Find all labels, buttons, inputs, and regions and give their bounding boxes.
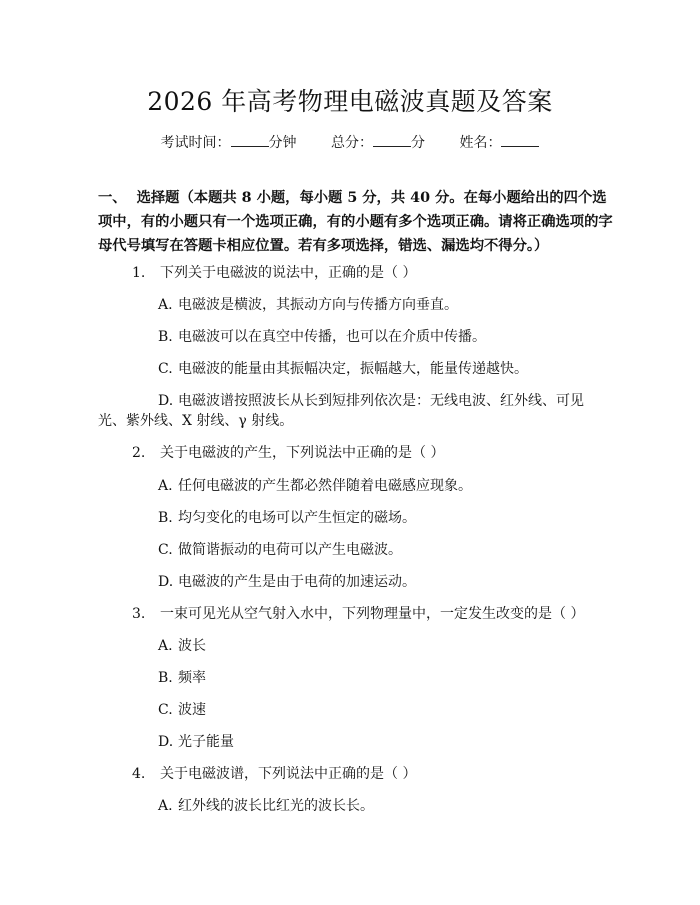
time-label: 考试时间：	[160, 135, 231, 151]
option-label: D.	[158, 393, 174, 409]
question	[132, 604, 584, 624]
question-number: 1.	[132, 265, 146, 281]
section-heading	[98, 186, 618, 258]
question-text: 下列关于电磁波的说法中，正确的是（ ）	[160, 265, 417, 281]
option-text: 电磁波可以在真空中传播，也可以在介质中传播。	[178, 329, 486, 345]
question	[132, 263, 416, 283]
option-label: C.	[158, 702, 173, 718]
option-text: 均匀变化的电场可以产生恒定的磁场。	[178, 510, 416, 526]
time-unit: 分钟	[268, 135, 297, 151]
option	[158, 796, 374, 816]
option-text: 光子能量	[178, 734, 234, 750]
option-label: B.	[158, 329, 173, 345]
option-label: C.	[158, 542, 173, 558]
option	[158, 476, 472, 496]
option	[158, 359, 528, 379]
option-text: 电磁波是横波，其振动方向与传播方向垂直。	[178, 297, 458, 313]
option-text: 频率	[178, 670, 206, 686]
option	[158, 391, 584, 411]
option	[158, 327, 486, 347]
time-blank	[231, 134, 269, 147]
option-label: B.	[158, 670, 173, 686]
question-text: 关于电磁波谱，下列说法中正确的是（ ）	[160, 766, 417, 782]
option-label: A.	[158, 798, 173, 814]
name-blank	[501, 134, 539, 147]
option	[158, 540, 402, 560]
option	[158, 668, 206, 688]
exam-info-line	[0, 132, 700, 152]
question-number: 2.	[132, 445, 146, 461]
option-text: 电磁波的能量由其振幅决定，振幅越大，能量传递越快。	[178, 361, 528, 377]
student-name	[459, 135, 539, 151]
option	[158, 636, 206, 656]
page-title: 2026 年高考物理电磁波真题及答案	[147, 87, 553, 116]
option-text: 波长	[178, 638, 206, 654]
question-text: 关于电磁波的产生，下列说法中正确的是（ ）	[160, 445, 445, 461]
score-blank	[373, 134, 411, 147]
question-text: 一束可见光从空气射入水中，下列物理量中，一定发生改变的是（ ）	[160, 606, 585, 622]
option-text: 任何电磁波的产生都必然伴随着电磁感应现象。	[178, 478, 472, 494]
score-label: 总分：	[331, 135, 373, 151]
option-label: C.	[158, 361, 173, 377]
option-text: 红外线的波长比红光的波长长。	[178, 798, 374, 814]
question-number: 4.	[132, 766, 146, 782]
option	[158, 572, 416, 592]
option-label: A.	[158, 638, 173, 654]
option-text: 电磁波的产生是由于电荷的加速运动。	[178, 574, 416, 590]
score-unit: 分	[411, 135, 425, 151]
option	[158, 700, 206, 720]
option-label: D.	[158, 574, 174, 590]
option-text: 波速	[178, 702, 206, 718]
section-number: 一、	[98, 190, 127, 206]
question-number: 3.	[132, 606, 146, 622]
option-label: D.	[158, 734, 174, 750]
total-score	[331, 135, 429, 151]
exam-time	[161, 135, 301, 151]
option	[158, 732, 234, 752]
option-text: 电磁波谱按照波长从长到短排列依次是：无线电波、红外线、可见	[178, 393, 584, 409]
section-instructions: 选择题（本题共 8 小题，每小题 5 分，共 40 分。在每小题给出的四个选项中，有的小题只有一个选项正确，有的小题有多个选项正确。请将正确选项的字母代号填写在答题卡相应位置。若有多项选择，错选、漏选均不得分。）	[98, 190, 613, 254]
question	[132, 764, 416, 784]
option-label: B.	[158, 510, 173, 526]
question	[132, 443, 444, 463]
option	[158, 508, 416, 528]
option-continuation: 光、紫外线、X 射线、γ 射线。	[98, 413, 294, 429]
name-label: 姓名：	[459, 135, 502, 151]
option-label: A.	[158, 297, 173, 313]
option-label: A.	[158, 478, 173, 494]
option	[158, 295, 458, 315]
option-text: 做简谐振动的电荷可以产生电磁波。	[178, 542, 402, 558]
